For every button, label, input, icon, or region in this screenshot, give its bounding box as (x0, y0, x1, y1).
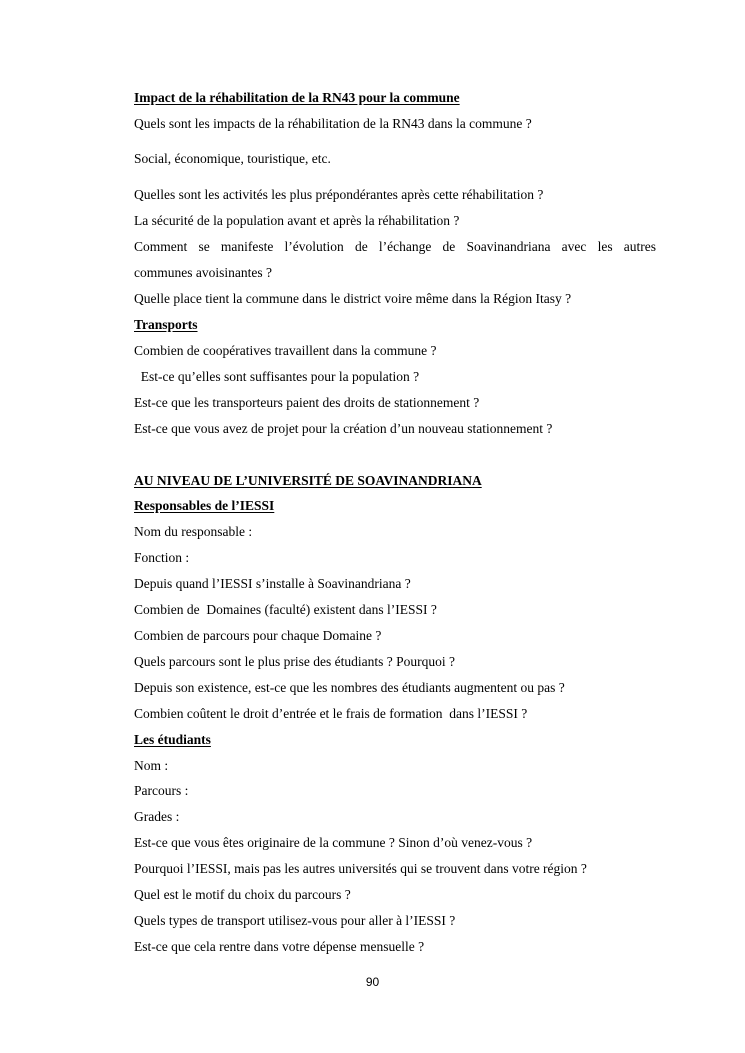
etudiants-field-parcours: Parcours : (134, 783, 189, 798)
etudiants-question-5: Est-ce que cela rentre dans votre dépense mensuelle ? (134, 939, 425, 954)
etudiants-question-4: Quels types de transport utilisez-vous pour aller à l’IESSI ? (134, 913, 456, 928)
responsables-field-fonction: Fonction : (134, 550, 190, 565)
transports-question-1: Combien de coopératives travaillent dans la commune ? (134, 343, 437, 358)
impact-answer-1: Social, économique, touristique, etc. (134, 151, 331, 166)
responsables-question-4: Quels parcours sont le plus prise des étudiants ? Pourquoi ? (134, 654, 455, 669)
responsables-question-6: Combien coûtent le droit d’entrée et le frais de formation dans l’IESSI ? (134, 706, 528, 721)
impact-question-4-line-1: Comment se manifeste l’évolution de l’échange de Soavinandriana avec les autres (134, 239, 656, 254)
etudiants-question-3: Quel est le motif du choix du parcours ? (134, 887, 351, 902)
etudiants-question-2: Pourquoi l’IESSI, mais pas les autres universités qui se trouvent dans votre région ? (134, 861, 587, 876)
impact-question-3: La sécurité de la population avant et après la réhabilitation ? (134, 213, 460, 228)
responsables-field-nom: Nom du responsable : (134, 524, 253, 539)
transports-question-3: Est-ce que les transporteurs paient des droits de stationnement ? (134, 395, 480, 410)
responsables-question-3: Combien de parcours pour chaque Domaine ? (134, 628, 382, 643)
transports-question-4: Est-ce que vous avez de projet pour la création d’un nouveau stationnement ? (134, 421, 553, 436)
impact-question-4-line-2: communes avoisinantes ? (134, 265, 272, 280)
etudiants-field-grades: Grades : (134, 809, 180, 824)
responsables-question-1: Depuis quand l’IESSI s’installe à Soavinandriana ? (134, 576, 411, 591)
transports-question-2: Est-ce qu’elles sont suffisantes pour la population ? (134, 369, 420, 384)
responsables-question-5: Depuis son existence, est-ce que les nombres des étudiants augmentent ou pas ? (134, 680, 565, 695)
responsables-question-2: Combien de Domaines (faculté) existent dans l’IESSI ? (134, 602, 437, 617)
etudiants-question-1: Est-ce que vous êtes originaire de la commune ? Sinon d’où venez-vous ? (134, 835, 533, 850)
impact-heading: Impact de la réhabilitation de la RN43 pour la commune (134, 90, 460, 105)
impact-question-1: Quels sont les impacts de la réhabilitation de la RN43 dans la commune ? (134, 116, 532, 131)
impact-question-2: Quelles sont les activités les plus prépondérantes après cette réhabilitation ? (134, 187, 544, 202)
transports-heading: Transports (134, 317, 198, 332)
etudiants-field-nom: Nom : (134, 758, 169, 773)
responsables-heading: Responsables de l’IESSI (134, 498, 275, 513)
etudiants-heading: Les étudiants (134, 732, 211, 747)
page-number: 90 (365, 975, 380, 989)
universite-heading: AU NIVEAU DE L’UNIVERSITÉ DE SOAVINANDRIANA (134, 473, 482, 488)
impact-question-5: Quelle place tient la commune dans le district voire même dans la Région Itasy ? (134, 291, 572, 306)
